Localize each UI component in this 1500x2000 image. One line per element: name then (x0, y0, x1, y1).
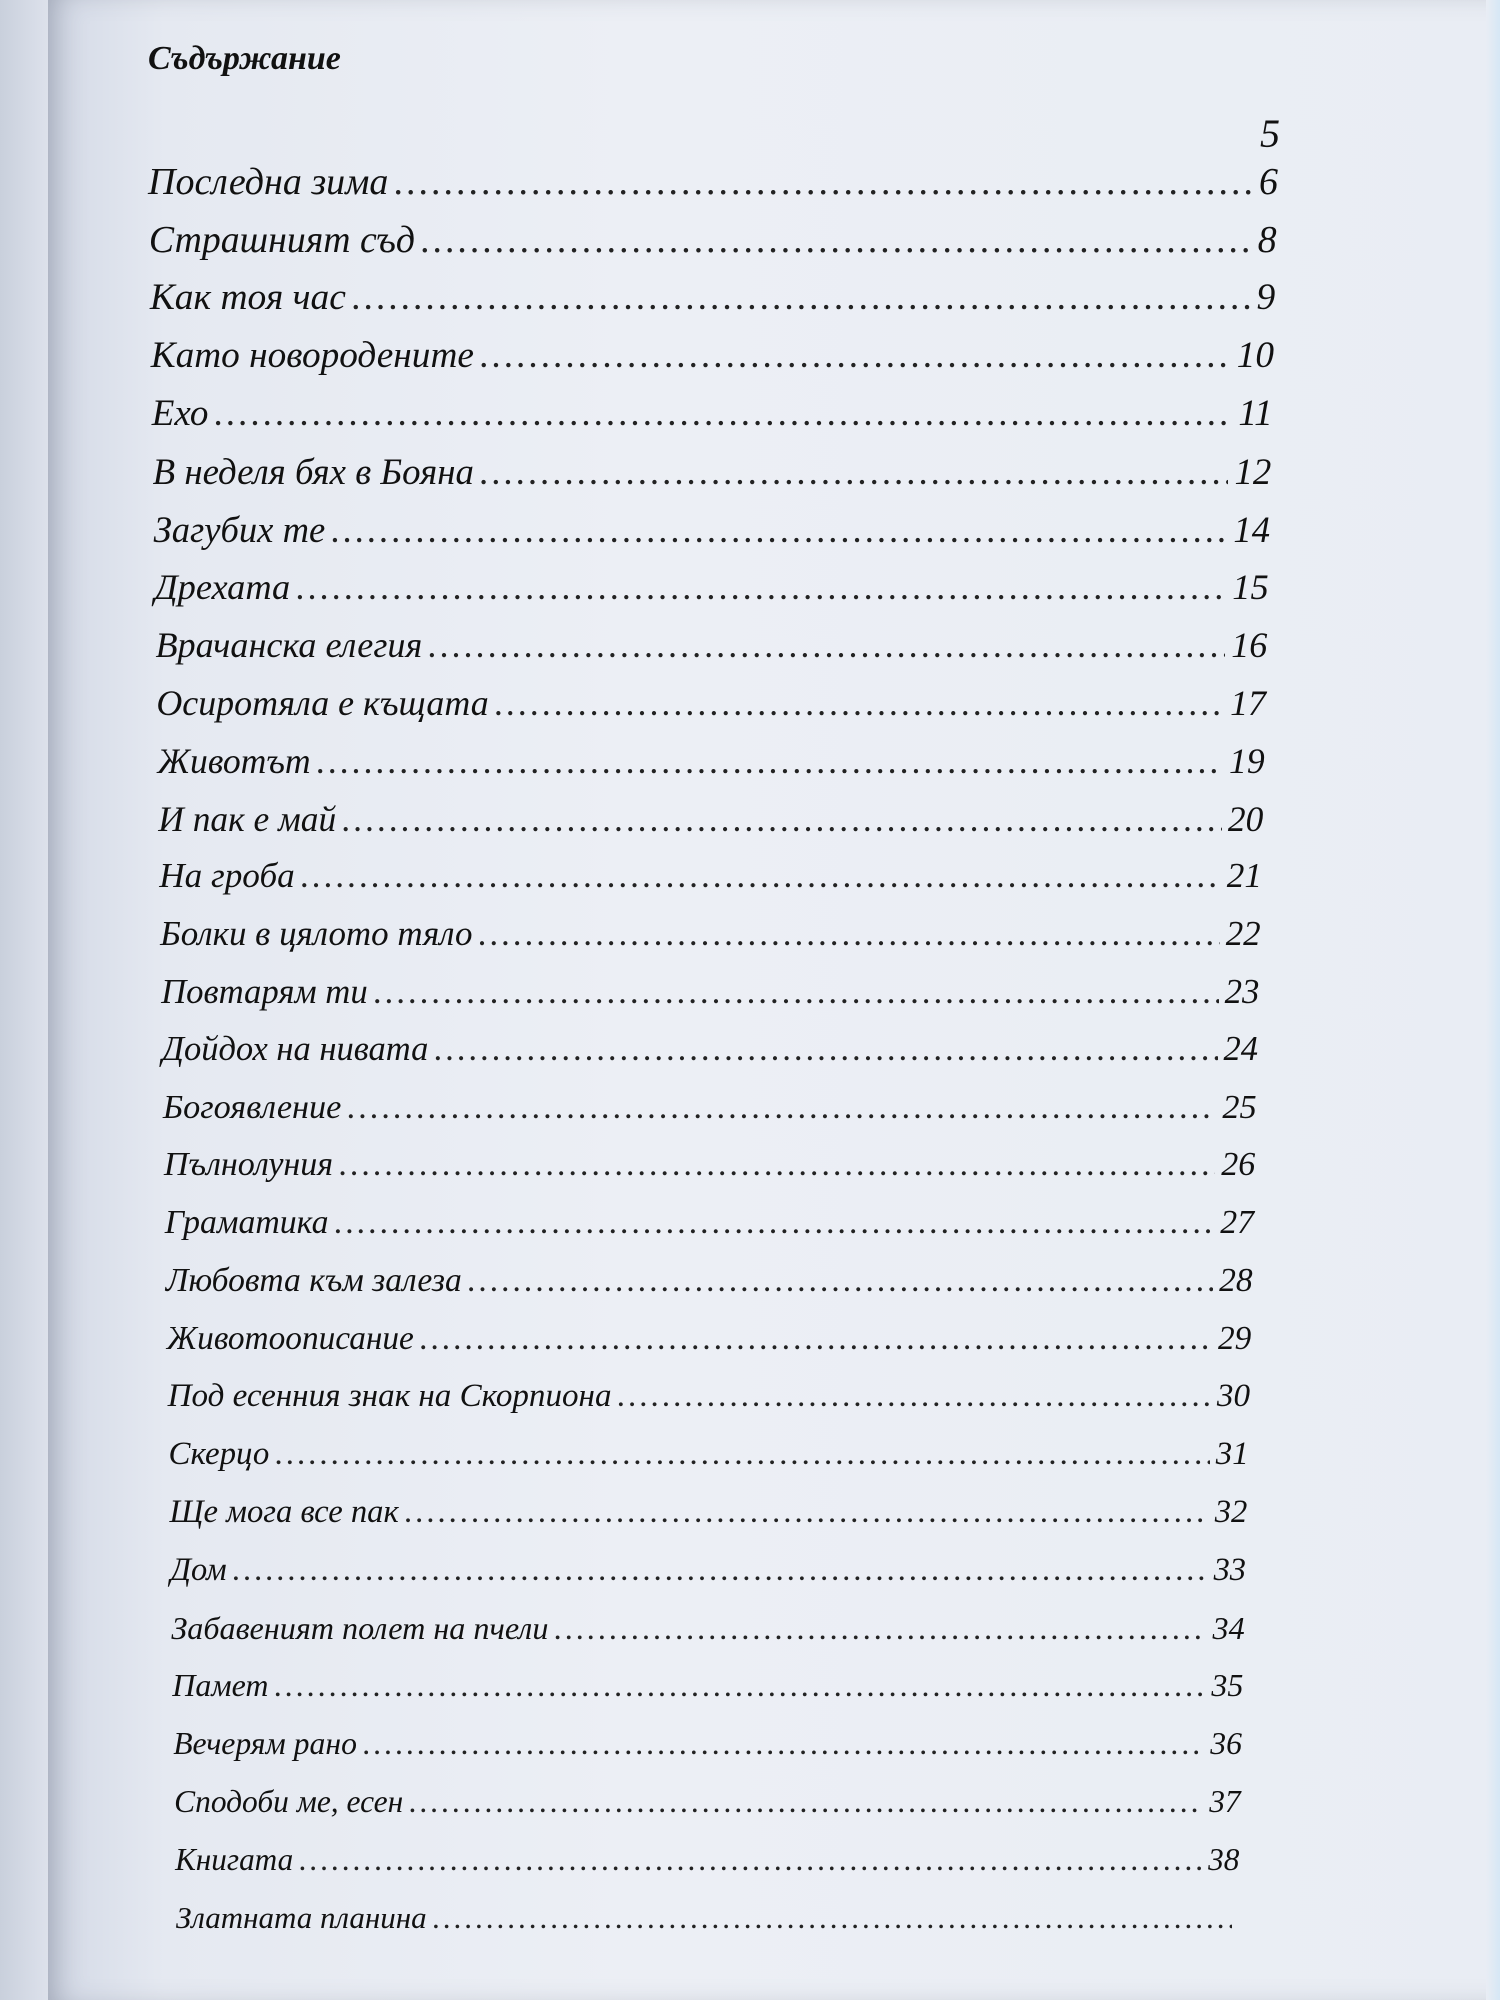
toc-entry-title: Дом (170, 1552, 227, 1588)
toc-entry (160, 914, 1261, 954)
toc-entry (154, 508, 1270, 551)
dot-leader (468, 1262, 1213, 1300)
dot-leader (296, 566, 1226, 608)
toc-entry-title: Болки в цялото тяло (160, 914, 473, 953)
toc-entry (165, 1204, 1254, 1242)
toc-entry (163, 1088, 1257, 1127)
toc-entry (161, 972, 1259, 1012)
toc-entry-page-number: 22 (1225, 914, 1261, 953)
toc-entry (148, 160, 1278, 204)
dot-leader (342, 798, 1222, 840)
toc-entry-title: Любовта към залеза (165, 1262, 462, 1299)
toc-entry-page-number: 26 (1221, 1146, 1256, 1183)
toc-entry-title: Последна зима (148, 161, 389, 203)
dot-leader (480, 450, 1229, 493)
toc-entry-page-number: 12 (1234, 451, 1272, 492)
toc-entry-title: Богоявление (162, 1088, 342, 1126)
dot-leader (339, 1146, 1215, 1184)
toc-entry (155, 624, 1267, 666)
toc-entry (159, 856, 1262, 896)
toc-entry (171, 1610, 1244, 1647)
dot-leader (233, 1552, 1208, 1589)
toc-entry-page-number: 35 (1211, 1668, 1244, 1703)
dot-leader (301, 856, 1221, 896)
dot-leader (554, 1610, 1206, 1647)
toc-entry-title: Животоописание (166, 1320, 414, 1357)
toc-entry (152, 392, 1273, 435)
toc-entry-title: Как тоя час (149, 277, 346, 318)
toc-entry-page-number: 37 (1209, 1784, 1241, 1819)
toc-entry-title: Скерцо (168, 1436, 270, 1472)
toc-entry-title: Загубих те (153, 509, 326, 550)
dot-leader (335, 1204, 1215, 1242)
toc-entry (170, 1552, 1246, 1589)
dot-leader (428, 624, 1225, 666)
toc-entry-page-number: 19 (1229, 741, 1265, 781)
first-page-number: 5 (1260, 111, 1280, 156)
toc-entry-title: Граматика (164, 1204, 329, 1241)
dot-leader (317, 740, 1223, 782)
toc-entry-page-number: 24 (1223, 1030, 1258, 1068)
toc-entry-title: Повтарям ти (161, 972, 368, 1011)
toc-entry-title: На гроба (159, 856, 295, 895)
toc-entry (176, 1900, 1238, 1936)
dot-leader (363, 1726, 1204, 1762)
toc-entry (169, 1494, 1247, 1531)
dot-leader (409, 1784, 1203, 1820)
toc-entry-page-number: 14 (1233, 509, 1270, 550)
toc-entry-page-number: 8 (1257, 219, 1277, 261)
dot-leader (331, 508, 1227, 551)
toc-entry (172, 1668, 1243, 1704)
toc-entry (166, 1262, 1253, 1300)
toc-entry-title: Сподоби ме, есен (174, 1784, 404, 1819)
dot-leader (347, 1088, 1216, 1127)
dot-leader (433, 1900, 1232, 1936)
toc-entry-title: Врачанска елегия (155, 625, 423, 665)
toc-entry-page-number: 11 (1238, 393, 1273, 434)
toc-entry-page-number: 25 (1222, 1088, 1257, 1126)
dot-leader (274, 1668, 1205, 1704)
toc-entry (173, 1726, 1242, 1762)
toc-entry-page-number: 21 (1226, 856, 1262, 895)
toc-entry-title: Като новородените (150, 335, 474, 376)
toc-entry-title: Памет (172, 1668, 269, 1703)
toc-entry (168, 1378, 1250, 1415)
toc-entry (174, 1784, 1241, 1820)
toc-entry (153, 450, 1272, 493)
toc-entry (164, 1146, 1255, 1184)
toc-entry-title: Животът (157, 741, 311, 781)
toc-entry (169, 1436, 1249, 1473)
toc-entry-page-number: 28 (1219, 1262, 1253, 1299)
toc-entry (158, 798, 1263, 840)
toc-entry (150, 276, 1275, 319)
toc-entry-page-number: 30 (1216, 1378, 1250, 1414)
toc-entry (155, 566, 1269, 608)
dot-leader (405, 1494, 1209, 1531)
dot-leader (374, 972, 1219, 1012)
toc-entry-title: Книгата (175, 1842, 294, 1877)
toc-entry-page-number: 38 (1208, 1842, 1240, 1877)
dot-leader (478, 914, 1219, 954)
dot-leader (214, 392, 1232, 435)
toc-entry-page-number: 31 (1215, 1436, 1249, 1472)
dot-leader (434, 1030, 1217, 1069)
toc-entry-title: Под есенния знак на Скорпиона (167, 1378, 612, 1414)
dot-leader (299, 1842, 1202, 1878)
toc-entry-title: В неделя бях в Бояна (152, 451, 474, 492)
toc-entry-title: Забавеният полет на пчели (171, 1610, 549, 1646)
toc-entry-page-number: 17 (1230, 683, 1266, 723)
toc-entry-title: Страшният съд (148, 219, 415, 261)
toc-entry-title: Дрехата (154, 567, 291, 607)
toc-entry-title: Ще мога все пак (169, 1494, 399, 1530)
toc-entry-page-number: 29 (1217, 1320, 1252, 1357)
dot-leader (421, 218, 1252, 262)
toc-entry-title: И пак е май (158, 799, 337, 839)
toc-entry-title: Пълнолуния (163, 1146, 334, 1183)
dot-leader (275, 1436, 1210, 1473)
toc-entry-page-number: 16 (1231, 625, 1268, 665)
toc-entry-page-number: 36 (1210, 1726, 1242, 1761)
toc-entry (167, 1320, 1252, 1358)
toc-entry-page-number: 9 (1256, 277, 1276, 318)
toc-entry-page-number: 27 (1220, 1204, 1254, 1241)
toc-entry (156, 682, 1266, 724)
toc-entry-page-number: 20 (1227, 799, 1264, 839)
toc-entry (149, 218, 1277, 262)
toc-entry-page-number: 15 (1232, 567, 1269, 607)
toc-entry (175, 1842, 1239, 1878)
toc-entry-page-number: 10 (1236, 335, 1274, 376)
dot-leader (420, 1320, 1212, 1358)
toc-entry-title: Вечерям рано (173, 1726, 357, 1761)
dot-leader (480, 334, 1231, 377)
dot-leader (352, 276, 1251, 319)
toc-entry-title: Осиротяла е къщата (156, 683, 489, 723)
toc-entry (151, 334, 1274, 377)
toc-entry-page-number: 32 (1214, 1494, 1248, 1530)
dot-leader (495, 682, 1224, 724)
toc-entry-page-number: 23 (1224, 972, 1260, 1011)
toc-entry-title: Дойдох на нивата (162, 1030, 429, 1068)
dot-leader (618, 1378, 1211, 1415)
toc-entry (157, 740, 1264, 782)
page-title: Съдържание (148, 40, 341, 77)
toc-entry-page-number: 33 (1213, 1552, 1246, 1588)
toc-entry-title: Златната планина (176, 1900, 427, 1935)
toc-entry (162, 1030, 1258, 1069)
toc-entry-title: Ехо (151, 393, 209, 434)
toc-entry-page-number: 34 (1212, 1610, 1245, 1646)
toc-entry-page-number: 6 (1259, 161, 1278, 203)
dot-leader (394, 160, 1253, 204)
